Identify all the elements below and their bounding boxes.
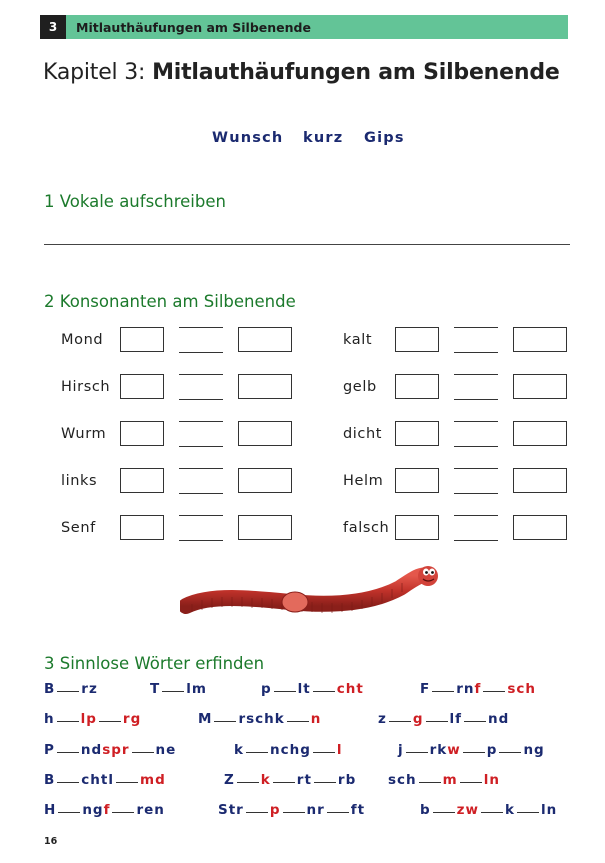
letter-gap[interactable] [314, 781, 336, 783]
letter-group: ln [483, 772, 500, 788]
answer-box[interactable] [395, 468, 439, 493]
answer-box[interactable] [513, 515, 567, 540]
nonsense-word [261, 681, 364, 697]
answer-line[interactable] [454, 421, 498, 422]
section-2-title: 2 Konsonanten am Silbenende [44, 292, 296, 311]
letter-gap[interactable] [57, 781, 79, 783]
section-3-title: 3 Sinnlose Wörter erfinden [44, 654, 265, 673]
example-word: Wunsch [212, 130, 284, 146]
word-label: Senf [61, 520, 96, 536]
letter-group: l [336, 742, 343, 758]
letter-group: g [412, 711, 424, 727]
answer-line[interactable] [454, 446, 498, 447]
letter-group: B [44, 772, 56, 788]
answer-box[interactable] [120, 515, 164, 540]
letter-group: n [310, 711, 322, 727]
letter-group: nchg [269, 742, 311, 758]
letter-group: nd [80, 742, 103, 758]
letter-group: m [442, 772, 458, 788]
answer-box[interactable] [238, 515, 292, 540]
answer-line[interactable] [179, 515, 223, 516]
word-label: falsch [343, 520, 390, 536]
letter-group: rk [429, 742, 448, 758]
nonsense-word [378, 711, 509, 727]
letter-gap[interactable] [463, 751, 485, 753]
letter-group: H [44, 802, 57, 818]
letter-gap[interactable] [313, 690, 335, 692]
letter-group: ren [136, 802, 165, 818]
answer-box[interactable] [238, 468, 292, 493]
letter-gap[interactable] [214, 720, 236, 722]
answer-box[interactable] [120, 374, 164, 399]
answer-line[interactable] [179, 327, 223, 328]
letter-gap[interactable] [57, 690, 79, 692]
letter-group: chtl [81, 772, 114, 788]
answer-line[interactable] [179, 446, 223, 447]
letter-gap[interactable] [313, 751, 335, 753]
letter-group: B [44, 681, 56, 697]
nonsense-word [150, 681, 207, 697]
letter-group: k [234, 742, 244, 758]
letter-group: p [261, 681, 272, 697]
letter-group: P [44, 742, 55, 758]
letter-gap[interactable] [237, 781, 259, 783]
word-label: Wurm [61, 426, 107, 442]
letter-gap[interactable] [287, 720, 309, 722]
example-word: Gips [364, 130, 405, 146]
answer-box[interactable] [120, 468, 164, 493]
answer-line[interactable] [454, 540, 498, 541]
letter-group: ft [350, 802, 366, 818]
letter-group: b [420, 802, 431, 818]
example-word: kurz [303, 130, 344, 146]
answer-box[interactable] [513, 327, 567, 352]
answer-line[interactable] [179, 352, 223, 353]
answer-line[interactable] [179, 421, 223, 422]
letter-group: lt [297, 681, 311, 697]
nonsense-word [44, 802, 165, 818]
letter-gap[interactable] [57, 720, 79, 722]
nonsense-word [224, 772, 356, 788]
letter-gap[interactable] [464, 720, 486, 722]
page-title-prefix: Kapitel 3: [43, 60, 153, 85]
letter-group: rt [296, 772, 312, 788]
page-number: 16 [44, 836, 58, 847]
answer-line[interactable] [454, 327, 498, 328]
letter-group: rschk [238, 711, 285, 727]
letter-gap[interactable] [426, 720, 448, 722]
letter-group: p [269, 802, 281, 818]
word-label: gelb [343, 379, 377, 395]
letter-gap[interactable] [517, 811, 539, 813]
word-label: kalt [343, 332, 373, 348]
letter-gap[interactable] [460, 781, 482, 783]
letter-group: z [378, 711, 387, 727]
letter-gap[interactable] [58, 811, 80, 813]
letter-gap[interactable] [283, 811, 305, 813]
word-label: Hirsch [61, 379, 111, 395]
letter-group: lp [80, 711, 97, 727]
nonsense-word [420, 802, 557, 818]
nonsense-word [234, 742, 343, 758]
nonsense-word [198, 711, 321, 727]
word-label: Helm [343, 473, 384, 489]
chapter-banner [40, 15, 568, 39]
answer-box[interactable] [395, 515, 439, 540]
word-label: dicht [343, 426, 383, 442]
letter-gap[interactable] [499, 751, 521, 753]
letter-group: rn [456, 681, 475, 697]
answer-line[interactable] [454, 468, 498, 469]
letter-group: k [505, 802, 515, 818]
letter-group: sch [388, 772, 417, 788]
letter-group: f [474, 681, 482, 697]
letter-group: Str [218, 802, 244, 818]
answer-box[interactable] [513, 468, 567, 493]
writing-line[interactable] [44, 244, 570, 245]
letter-group: h [44, 711, 55, 727]
letter-group: p [486, 742, 498, 758]
nonsense-word [44, 742, 176, 758]
answer-box[interactable] [120, 327, 164, 352]
letter-group: lf [449, 711, 463, 727]
answer-line[interactable] [454, 493, 498, 494]
letter-group: Z [224, 772, 235, 788]
nonsense-word [420, 681, 536, 697]
letter-group: cht [336, 681, 364, 697]
answer-box[interactable] [238, 327, 292, 352]
answer-line[interactable] [454, 515, 498, 516]
letter-group: M [198, 711, 213, 727]
letter-gap[interactable] [112, 811, 134, 813]
letter-group: j [398, 742, 404, 758]
letter-gap[interactable] [327, 811, 349, 813]
letter-gap[interactable] [481, 811, 503, 813]
letter-group: spr [102, 742, 130, 758]
letter-group: w [447, 742, 461, 758]
letter-group: lm [186, 681, 207, 697]
letter-gap[interactable] [246, 811, 268, 813]
answer-box[interactable] [395, 374, 439, 399]
letter-gap[interactable] [433, 811, 455, 813]
answer-box[interactable] [238, 374, 292, 399]
letter-gap[interactable] [274, 690, 296, 692]
page-title [43, 60, 560, 85]
chapter-number: 3 [40, 15, 66, 39]
nonsense-word [44, 681, 98, 697]
section-1-title: 1 Vokale aufschreiben [44, 192, 226, 211]
letter-group: T [150, 681, 161, 697]
letter-group: nd [488, 711, 510, 727]
letter-group: ln [541, 802, 558, 818]
answer-line[interactable] [454, 374, 498, 375]
letter-group: rb [337, 772, 357, 788]
letter-group: ng [523, 742, 545, 758]
letter-gap[interactable] [132, 751, 154, 753]
letter-gap[interactable] [273, 781, 295, 783]
example-words [0, 130, 605, 150]
page-title-bold: Mitlauthäufungen am Silbenende [152, 60, 560, 85]
answer-line[interactable] [179, 468, 223, 469]
nonsense-word [388, 772, 500, 788]
letter-group: k [260, 772, 271, 788]
letter-group: rg [122, 711, 142, 727]
word-label: Mond [61, 332, 104, 348]
letter-gap[interactable] [99, 720, 121, 722]
letter-group: md [140, 772, 166, 788]
nonsense-word [44, 711, 141, 727]
answer-box[interactable] [120, 421, 164, 446]
answer-line[interactable] [179, 374, 223, 375]
letter-gap[interactable] [246, 751, 268, 753]
answer-line[interactable] [179, 540, 223, 541]
nonsense-word [398, 742, 545, 758]
letter-gap[interactable] [406, 751, 428, 753]
answer-box[interactable] [513, 374, 567, 399]
answer-box[interactable] [395, 327, 439, 352]
letter-gap[interactable] [389, 720, 411, 722]
letter-group: nr [306, 802, 325, 818]
word-label: links [61, 473, 98, 489]
answer-box[interactable] [395, 421, 439, 446]
letter-group: ng [82, 802, 104, 818]
answer-line[interactable] [454, 399, 498, 400]
letter-group: f [103, 802, 111, 818]
letter-group: ne [155, 742, 177, 758]
letter-group: rz [81, 681, 98, 697]
answer-line[interactable] [179, 493, 223, 494]
banner-title: Mitlauthäufungen am Silbenende [76, 19, 311, 35]
answer-box[interactable] [513, 421, 567, 446]
letter-gap[interactable] [162, 690, 184, 692]
answer-line[interactable] [179, 399, 223, 400]
letter-gap[interactable] [116, 781, 138, 783]
answer-line[interactable] [454, 352, 498, 353]
earthworm-illustration [180, 560, 440, 628]
nonsense-word [44, 772, 166, 788]
answer-box[interactable] [238, 421, 292, 446]
letter-group: F [420, 681, 431, 697]
letter-gap[interactable] [419, 781, 441, 783]
letter-gap[interactable] [432, 690, 454, 692]
letter-gap[interactable] [57, 751, 79, 753]
letter-group: sch [507, 681, 537, 697]
letter-group: zw [456, 802, 480, 818]
letter-gap[interactable] [483, 690, 505, 692]
nonsense-word [218, 802, 365, 818]
